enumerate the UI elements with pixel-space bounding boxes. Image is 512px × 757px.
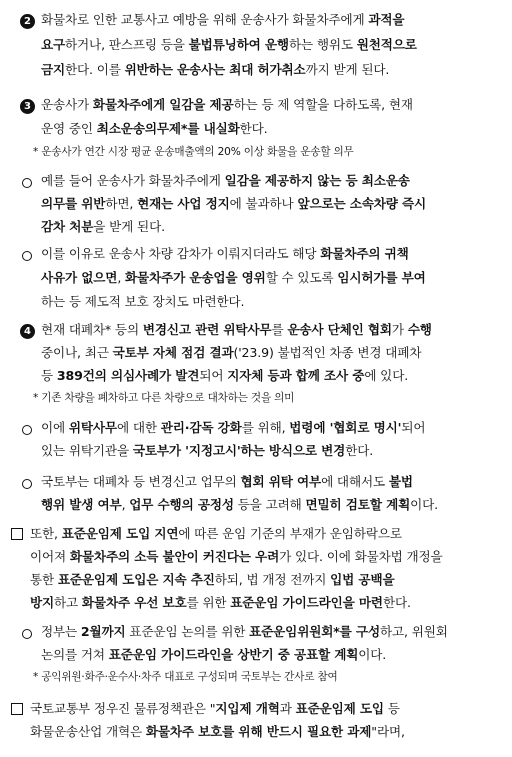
- text-segment: 한다.: [239, 121, 268, 136]
- text-segment: 한다.: [345, 443, 374, 458]
- text-line: [41, 345, 497, 361]
- text-segment: 까지 받게 된다.: [305, 62, 390, 77]
- text-line: [41, 12, 497, 28]
- bold-text-segment: 화물차주의 귀책: [320, 246, 409, 261]
- bold-text-segment: 화물차주 보호를 위해 반드시 필요한 과제: [145, 724, 372, 739]
- text-segment: 를: [271, 322, 288, 337]
- bold-text-segment: 요구: [41, 37, 66, 52]
- text-segment: 등: [41, 368, 57, 383]
- bold-text-segment: 면밀히 검토할 계획: [305, 497, 411, 512]
- text-segment: 화물운송산업 개혁은: [30, 724, 146, 739]
- circle-bullet-icon: [22, 627, 32, 643]
- bold-text-segment: 표준운임 가이드라인을 마련: [230, 595, 383, 610]
- bold-text-segment: 일감을 제공하지 않는 등 최소운송: [224, 173, 410, 188]
- footnote: * 공익위원·화주·운수사·차주 대표로 구성되며 국토부는 간사로 참여: [33, 671, 338, 683]
- text-line: [30, 572, 496, 588]
- text-line: [30, 724, 496, 740]
- bold-text-segment: 운송사 단체인 협회: [287, 322, 392, 337]
- text-segment: 화물차로 인한 교통사고 예방을 위해 운송사가 화물차주에게: [41, 12, 369, 27]
- bold-text-segment: 업무 수행의 공정성: [129, 497, 234, 512]
- bold-text-segment: 화물차주 우선 보호: [81, 595, 187, 610]
- text-segment: 국토교통부 정우진 물류정책관은 ": [30, 701, 216, 716]
- text-segment: 중이나, 최근: [41, 345, 113, 360]
- text-segment: 운송사가: [41, 97, 93, 112]
- bold-text-segment: 입법 공백을: [330, 572, 395, 587]
- circle-bullet-icon: [22, 176, 32, 192]
- footnote: * 기존 차량을 폐차하고 다른 차량으로 대차하는 것을 의미: [33, 392, 295, 404]
- text-segment: 과: [279, 701, 296, 716]
- bold-text-segment: 화물차주에게 일감을 제공: [92, 97, 234, 112]
- text-line: [41, 62, 497, 78]
- text-line: [41, 647, 497, 663]
- circle-bullet-icon: [22, 477, 32, 493]
- bold-text-segment: 법령에 '협회로 명시': [289, 420, 402, 435]
- bold-text-segment: 389건의 의심사례가 발견: [56, 368, 200, 383]
- text-segment: 가: [391, 322, 408, 337]
- text-line: [41, 270, 497, 286]
- text-line: [41, 219, 497, 235]
- text-segment: 논의를 거쳐: [41, 647, 109, 662]
- text-line: [41, 322, 497, 338]
- text-segment: 를 위한: [186, 595, 231, 610]
- bold-text-segment: 화물차주의 소득 불안이 커진다는 우려: [69, 549, 280, 564]
- bold-text-segment: 불법: [388, 474, 413, 489]
- bold-text-segment: 지입제 개혁: [215, 701, 280, 716]
- bold-text-segment: 불법튜닝하여 운행: [188, 37, 289, 52]
- text-segment: 정부는: [41, 624, 81, 639]
- text-segment: 현재 대폐차* 등의: [41, 322, 143, 337]
- bold-text-segment: 과적을: [368, 12, 405, 27]
- text-line: [41, 420, 497, 436]
- text-segment: 하는 등 제 역할을 다하도록, 현재: [233, 97, 413, 112]
- text-segment: 예를 들어 운송사가 화물차주에게: [41, 173, 225, 188]
- bold-text-segment: 현재는 사업 정지: [137, 196, 230, 211]
- bold-text-segment: 금지: [41, 62, 66, 77]
- text-segment: 하면,: [105, 196, 138, 211]
- text-segment: ('23.9) 불법적인 차종 변경 대폐차: [233, 345, 422, 360]
- text-segment: 하는 행위도: [288, 37, 357, 52]
- text-segment: 을 받게 된다.: [93, 219, 165, 234]
- text-segment: 되어: [199, 368, 228, 383]
- bold-text-segment: 수행: [407, 322, 432, 337]
- bold-text-segment: 지자체 등과 합께 조사 중: [227, 368, 365, 383]
- text-segment: 에 불과하나: [229, 196, 298, 211]
- bold-text-segment: 원천적으로: [356, 37, 417, 52]
- circled-number-3: 3: [20, 97, 35, 114]
- bold-text-segment: 의무를 위반: [41, 196, 106, 211]
- bold-text-segment: 협회 위탁 여부: [240, 474, 322, 489]
- text-segment: 표준운임 논의를 위한: [125, 624, 250, 639]
- text-segment: 에 따른 운임 기준의 부재가 운임하락으로: [178, 526, 402, 541]
- bold-text-segment: 감차 처분: [41, 219, 94, 234]
- text-line: [41, 173, 497, 189]
- bold-text-segment: 표준운임제 도입: [295, 701, 384, 716]
- circled-number-2: 2: [20, 12, 35, 29]
- bold-text-segment: 2월까지: [80, 624, 126, 639]
- text-line: [30, 701, 496, 717]
- text-segment: 할 수 있도록: [265, 270, 338, 285]
- text-segment: ,: [117, 270, 126, 285]
- text-line: [41, 368, 497, 384]
- bold-text-segment: 표준운임 가이드라인을 상반기 중 공표할 계획: [108, 647, 359, 662]
- text-segment: 하는 등 제도적 보호 장치도 마련한다.: [41, 294, 245, 309]
- text-segment: 하고: [54, 595, 82, 610]
- text-line: [41, 196, 497, 212]
- text-segment: 를 위해,: [241, 420, 290, 435]
- bold-text-segment: 관리·감독 강화: [160, 420, 242, 435]
- bold-text-segment: 최소운송의무제*를 내실화: [96, 121, 240, 136]
- text-segment: 국토부는 대폐차 등 변경신고 업무의: [41, 474, 241, 489]
- bold-text-segment: 국토부 자체 점검 결과: [112, 345, 234, 360]
- text-line: [41, 624, 497, 640]
- text-line: [41, 443, 497, 459]
- text-line: [30, 526, 496, 542]
- text-segment: 한다. 이를: [65, 62, 125, 77]
- text-line: [41, 121, 497, 137]
- text-segment: 등을 고려해: [233, 497, 306, 512]
- square-bullet-icon: [11, 703, 23, 719]
- bold-text-segment: 변경신고 관련 위탁사무: [142, 322, 272, 337]
- text-segment: 하고, 위원회: [379, 624, 448, 639]
- bold-text-segment: 앞으로는 소속차량 즉시: [297, 196, 427, 211]
- bold-text-segment: 표준운임위원회*를 구성: [249, 624, 380, 639]
- bold-text-segment: 임시허가를 부여: [337, 270, 426, 285]
- text-segment: 또한,: [30, 526, 62, 541]
- square-bullet-icon: [11, 528, 23, 544]
- bold-text-segment: 행위 발생 여부: [41, 497, 122, 512]
- text-segment: 에 대한: [116, 420, 161, 435]
- text-line: [41, 246, 497, 262]
- text-segment: "라며,: [371, 724, 405, 739]
- bold-text-segment: 위탁사무: [68, 420, 117, 435]
- text-line: [30, 549, 496, 565]
- text-segment: 한다.: [382, 595, 411, 610]
- bold-text-segment: 화물차주가 운송업을 영위: [125, 270, 266, 285]
- text-line: [41, 294, 497, 310]
- text-segment: 이어져: [30, 549, 70, 564]
- bold-text-segment: 위반하는 운송사는 최대 허가취소: [124, 62, 306, 77]
- text-segment: 이다.: [358, 647, 387, 662]
- text-segment: 되어: [401, 420, 426, 435]
- text-segment: ,: [121, 497, 130, 512]
- footnote: * 운송사가 연간 시장 평균 운송매출액의 20% 이상 화물을 운송할 의무: [33, 146, 354, 158]
- text-segment: 이를 이유로 운송사 차량 감차가 이뤄지더라도 해당: [41, 246, 321, 261]
- bold-text-segment: 사유가 없으면: [41, 270, 118, 285]
- circle-bullet-icon: [22, 423, 32, 439]
- bold-text-segment: 표준운임제 도입 지연: [61, 526, 179, 541]
- text-line: [41, 497, 497, 513]
- text-line: [41, 97, 497, 113]
- text-segment: 운영 중인: [41, 121, 97, 136]
- text-segment: 통한: [30, 572, 58, 587]
- text-segment: 등: [383, 701, 400, 716]
- text-line: [41, 37, 497, 53]
- bold-text-segment: 방지: [30, 595, 55, 610]
- circled-number-4: 4: [20, 322, 35, 339]
- text-segment: 있는 위탁기관을: [41, 443, 133, 458]
- text-segment: 이에: [41, 420, 69, 435]
- circle-bullet-icon: [22, 249, 32, 265]
- text-segment: 이다.: [410, 497, 438, 512]
- text-segment: 에 있다.: [364, 368, 409, 383]
- text-segment: 하거나, 판스프링 등을: [65, 37, 189, 52]
- text-line: [41, 474, 497, 490]
- text-segment: 하되, 법 개정 전까지: [214, 572, 331, 587]
- bold-text-segment: 국토부가 '지정고시'하는 방식으로 변경: [132, 443, 346, 458]
- text-segment: 에 대해서도: [321, 474, 389, 489]
- text-segment: 가 있다. 이에 화물차법 개정을: [279, 549, 443, 564]
- bold-text-segment: 표준운임제 도입은 지속 추진: [57, 572, 215, 587]
- text-line: [30, 595, 496, 611]
